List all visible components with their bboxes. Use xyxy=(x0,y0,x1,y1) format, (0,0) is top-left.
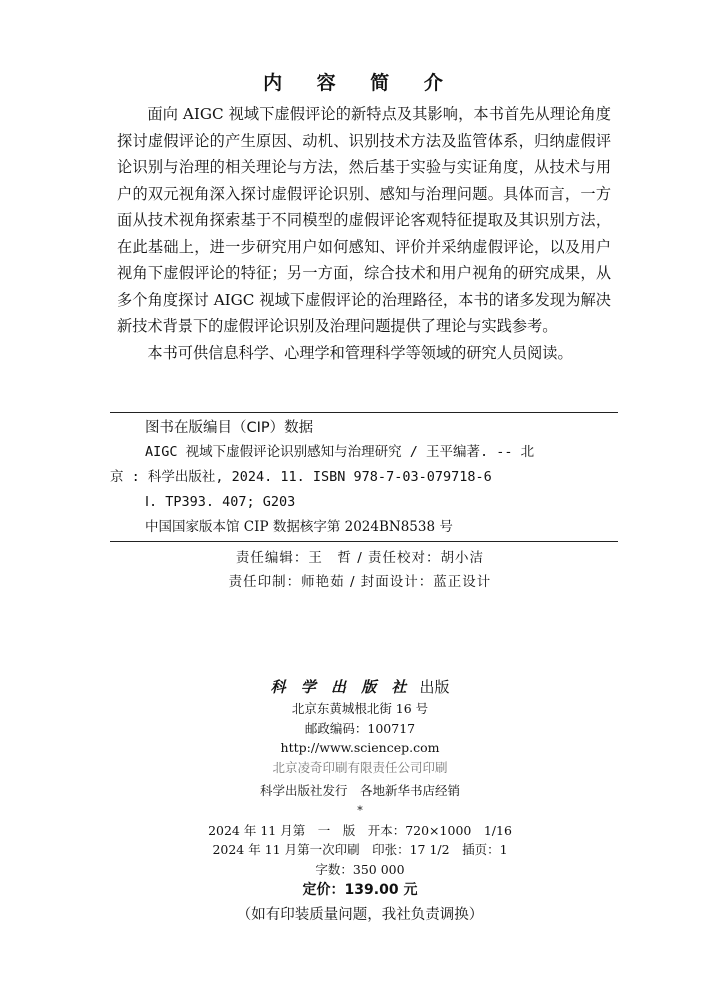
cip-block xyxy=(110,440,610,540)
printing-info: 2024 年 11 月第一次印刷 印张：17 1/2 插页：1 xyxy=(212,842,508,857)
publisher-line xyxy=(0,675,720,699)
editor-credits: 责任编辑：王 哲 / 责任校对：胡小洁 xyxy=(235,550,485,566)
printer: 北京凌奇印刷有限责任公司印刷 xyxy=(272,759,448,775)
intro-paragraph: 面向 AIGC 视域下虚假评论的新特点及其影响，本书首先从理论角度探讨虚假评论的产生原因、动机、识别技术方法及监管体系，归纳虚假评论识别与治理的相关理论与方法，然后基于实验与实证角度，从技术与用户的双元视角深入探讨虚假评论识别、感知与治理问题。具体而言，一方面从技术视角探索基于不同模型的虚假评论客观特征提取及其识别方法，在此基础上，进一步研究用户如何感知、评价并采纳虚假评论，以及用户视角下虚假评论的特征；另一方面，综合技术和用户视角的研究成果，从多个角度探讨 AIGC 视域下虚假评论的治理路径，本书的诸多发现为解决新技术背景下的虚假评论识别及治理问题提供了理论与实践参考。 xyxy=(117,105,611,335)
intro-section xyxy=(117,101,611,366)
cip-bottom-divider xyxy=(110,541,618,542)
cip-line: 京 : 科学出版社, 2024. 11. ISBN 978-7-03-079718-6 xyxy=(110,469,492,485)
print-credits: 责任印制：师艳茹 / 封面设计：蓝正设计 xyxy=(228,574,492,590)
cip-top-divider xyxy=(110,412,618,413)
quality-notice: （如有印装质量问题，我社负责调换） xyxy=(236,907,484,923)
cip-line: 中国国家版本馆 CIP 数据核字第 2024BN8538 号 xyxy=(145,519,453,535)
website: http://www.sciencep.com xyxy=(280,740,440,755)
edition-info: 2024 年 11 月第 一 版 开本：720×1000 1/16 xyxy=(208,822,512,838)
distribution: 科学出版社发行 各地新华书店经销 xyxy=(259,783,460,798)
publisher-address: 北京东黄城根北街 16 号 xyxy=(291,701,429,716)
cip-line: Ⅰ. TP393. 407; G203 xyxy=(145,494,296,510)
cip-heading: 图书在版编目（CIP）数据 xyxy=(145,420,314,436)
publisher-logo: 科 学 出 版 社 xyxy=(270,678,412,696)
word-count: 字数：350 000 xyxy=(315,861,405,877)
postcode: 邮政编码：100717 xyxy=(304,720,416,736)
page-title: 内 容 简 介 xyxy=(263,72,457,94)
publish-label: 出版 xyxy=(419,678,450,696)
cip-line: AIGC 视域下虚假评论识别感知与治理研究 / 王平编著. -- 北 xyxy=(145,444,535,460)
intro-paragraph: 本书可供信息科学、心理学和管理科学等领域的研究人员阅读。 xyxy=(147,343,573,362)
imprint-block xyxy=(0,675,720,929)
price: 定价：139.00 元 xyxy=(302,882,418,898)
separator-star: * xyxy=(357,803,363,817)
